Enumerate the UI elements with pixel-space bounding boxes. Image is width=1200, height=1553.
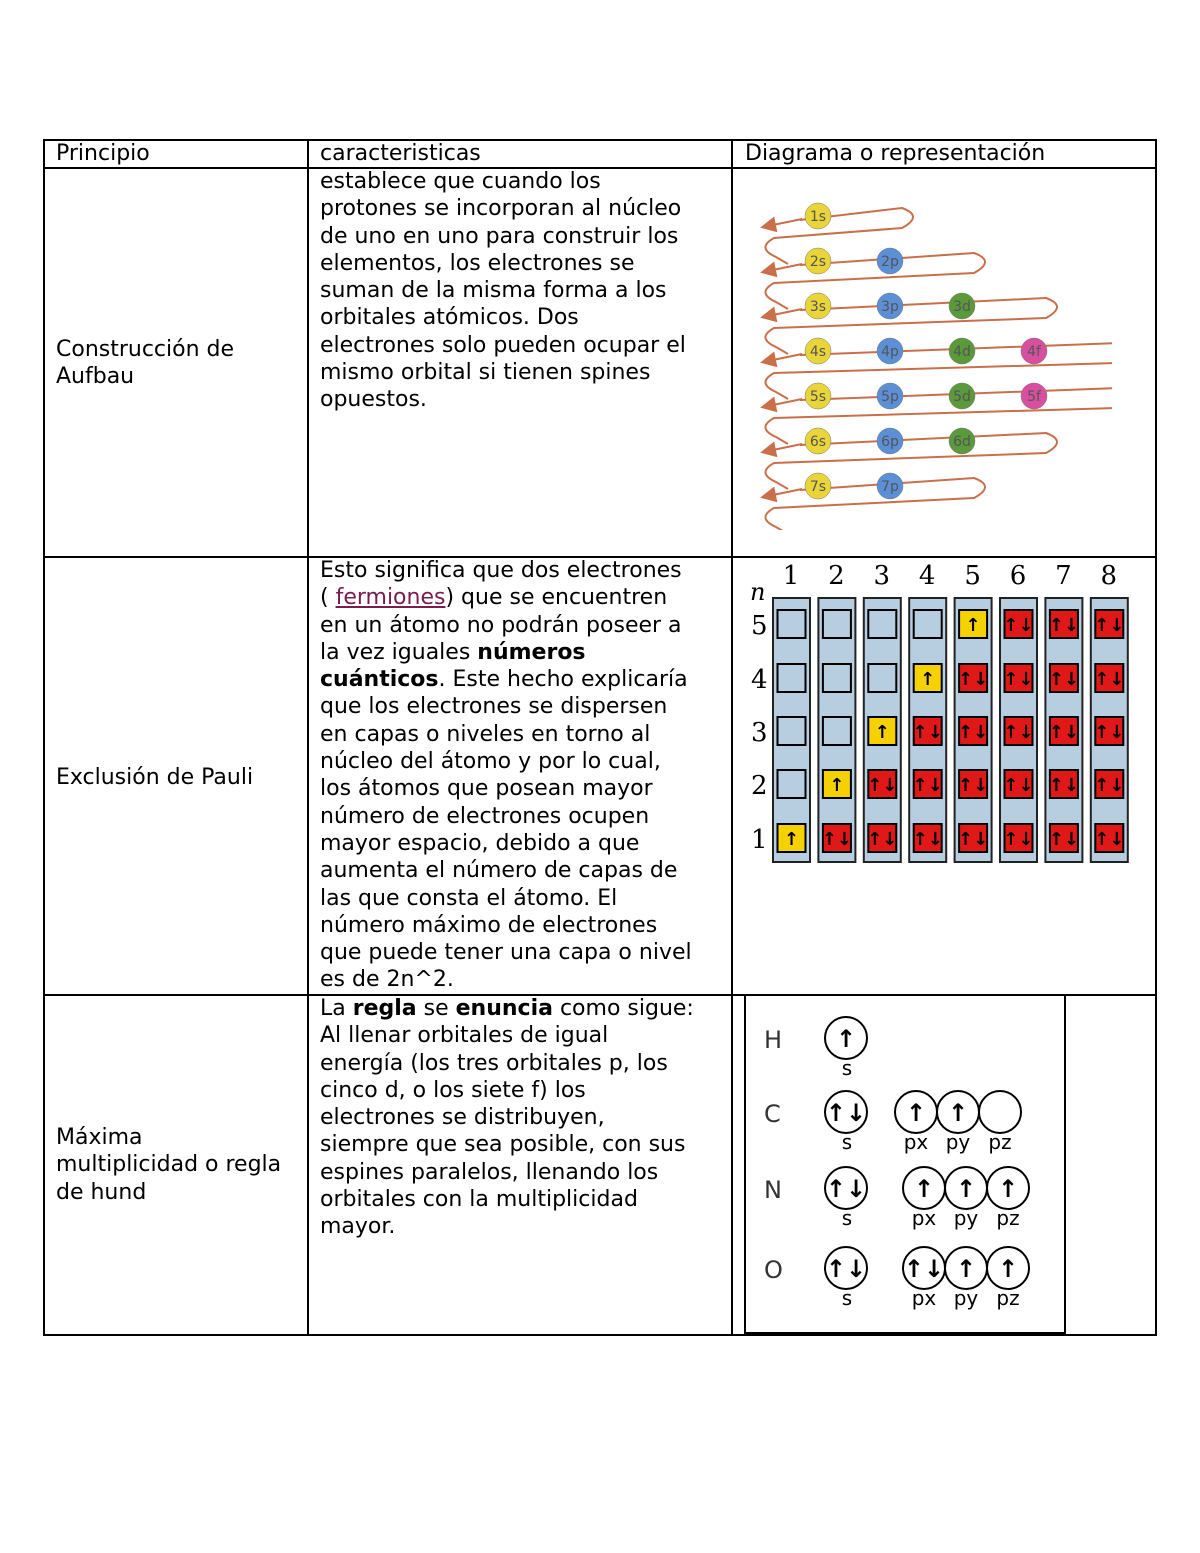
column-divider-2	[731, 139, 733, 1336]
s-label: s	[841, 1056, 853, 1080]
spin-arrow-icon: ↑	[997, 1255, 1019, 1283]
principle-line: Construcción de	[56, 337, 235, 362]
text-line: que puede tener una capa o nivel	[320, 940, 692, 966]
header-diagrama: Diagrama o representación	[745, 141, 1046, 166]
spin-pair-icon: ↑↓	[1094, 775, 1125, 796]
fermiones-link[interactable]: fermiones	[335, 585, 446, 611]
orbital-label-7s: 7s	[809, 479, 827, 495]
level-label-4: 4	[751, 665, 768, 695]
spin-pair-icon: ↑↓	[1003, 829, 1034, 850]
orbital-label-5d: 5d	[953, 389, 971, 405]
level-label-2: 2	[751, 771, 768, 801]
description-hund	[320, 995, 694, 1241]
orbital-label-6p: 6p	[881, 434, 899, 450]
spin-pair-icon: ↑↓	[1048, 722, 1079, 743]
orbital-label-4d: 4d	[953, 344, 971, 360]
p-label-pz: pz	[996, 1286, 1020, 1310]
level-label-3: 3	[751, 718, 768, 748]
text-line	[320, 995, 694, 1022]
spin-pair-icon: ↑↓	[958, 669, 989, 690]
element-symbol-H: H	[764, 1026, 783, 1054]
spin-arrow-icon: ↑	[835, 1025, 857, 1053]
spin-arrow-icon: ↑↓	[825, 1255, 867, 1283]
principle-line: multiplicidad o regla	[56, 1152, 282, 1178]
orbital-box	[823, 610, 851, 638]
s-label: s	[841, 1130, 853, 1154]
principle-line: de hund	[56, 1179, 147, 1205]
orbital-box	[778, 770, 806, 798]
text-line: energía (los tres orbitales p, los	[320, 1050, 668, 1076]
column-label-5: 5	[964, 561, 981, 591]
s-label: s	[841, 1286, 853, 1310]
text-line: elementos, los electrones se	[320, 250, 635, 276]
principle-aufbau	[56, 336, 234, 391]
level-label-5: 5	[751, 611, 768, 641]
description-aufbau	[320, 168, 686, 414]
orbital-box	[778, 610, 806, 638]
text-line: siempre que sea posible, con sus	[320, 1132, 686, 1158]
aufbau-arrow-icon	[768, 264, 802, 271]
orbital-label-4f: 4f	[1027, 344, 1041, 360]
text-line: espines paralelos, llenando los	[320, 1159, 659, 1185]
text-fragment: ) que se encuentren	[445, 585, 668, 611]
element-symbol-C: C	[764, 1100, 781, 1128]
orbital-label-2p: 2p	[881, 254, 899, 270]
orbital-label-3d: 3d	[953, 299, 971, 315]
orbital-box	[823, 717, 851, 745]
orbital-label-7p: 7p	[881, 479, 899, 495]
orbital-label-3p: 3p	[881, 299, 899, 315]
spin-pair-icon: ↑↓	[1003, 722, 1034, 743]
spin-pair-icon: ↑↓	[1048, 669, 1079, 690]
text-line: número máximo de electrones	[320, 912, 658, 938]
column-label-4: 4	[918, 561, 936, 591]
column-label-3: 3	[873, 561, 891, 591]
p-label-py: py	[953, 1286, 979, 1310]
text-fragment: (	[320, 585, 336, 611]
spin-pair-icon: ↑↓	[1094, 722, 1125, 743]
header-caracteristicas: caracteristicas	[320, 141, 481, 166]
spin-pair-icon: ↑↓	[867, 829, 898, 850]
column-label-2: 2	[828, 561, 845, 591]
bold-term: números	[477, 639, 586, 665]
header-principio: Principio	[56, 141, 150, 166]
text-line	[320, 666, 692, 693]
text-line: es de 2n^2.	[320, 967, 454, 993]
text-line: mismo orbital si tienen spines	[320, 360, 651, 386]
column-label-6: 6	[1009, 561, 1027, 591]
column-label-1: 1	[782, 561, 800, 591]
text-line: en un átomo no podrán poseer a	[320, 612, 682, 638]
orbital-label-4p: 4p	[881, 344, 899, 360]
text-line: de uno en uno para construir los	[320, 223, 679, 249]
column-label-8: 8	[1100, 561, 1118, 591]
text-line: las que consta el átomo. El	[320, 885, 618, 911]
spin-pair-icon: ↑↓	[1003, 615, 1034, 636]
text-line: aumenta el número de capas de	[320, 858, 678, 884]
p-label-px: px	[903, 1130, 929, 1154]
aufbau-arrow-icon	[768, 309, 802, 316]
s-label: s	[841, 1206, 853, 1230]
aufbau-arrow-icon	[768, 444, 802, 451]
text-line: que los electrones se dispersen	[320, 694, 668, 720]
p-label-px: px	[911, 1206, 937, 1230]
spin-pair-icon: ↑↓	[958, 775, 989, 796]
orbital-box	[778, 664, 806, 692]
orbital-box	[914, 610, 942, 638]
text-line: opuestos.	[320, 387, 427, 413]
n-axis-label: n	[750, 578, 766, 606]
spin-arrow-icon: ↑↓	[825, 1175, 867, 1203]
bold-term: regla	[352, 996, 417, 1021]
column-label-7: 7	[1055, 561, 1072, 591]
text-line: mayor espacio, debido a que	[320, 830, 640, 856]
text-line: suman de la misma forma a los	[320, 278, 667, 304]
spin-pair-icon: ↑↓	[958, 829, 989, 850]
spin-pair-icon: ↑↓	[1048, 615, 1079, 636]
description-pauli	[320, 557, 692, 994]
orbital-label-5p: 5p	[881, 389, 899, 405]
spin-up-icon: ↑	[829, 775, 845, 796]
text-line: en capas o niveles en torno al	[320, 721, 651, 747]
spin-arrow-icon: ↑	[913, 1175, 935, 1203]
spin-arrow-icon: ↑	[905, 1099, 927, 1127]
text-line: número de electrones ocupen	[320, 803, 650, 829]
principle-line: Aufbau	[56, 364, 135, 390]
text-line: electrones se distribuyen,	[320, 1105, 605, 1131]
p-label-px: px	[911, 1286, 937, 1310]
orbital-box	[868, 610, 896, 638]
aufbau-spiral-segment	[765, 478, 985, 530]
p-orbital-circle	[979, 1091, 1021, 1133]
spin-arrow-icon: ↑	[955, 1175, 977, 1203]
orbital-label-5s: 5s	[809, 389, 827, 405]
orbital-box	[778, 717, 806, 745]
element-symbol-N: N	[764, 1176, 782, 1204]
spin-pair-icon: ↑↓	[821, 829, 852, 850]
spin-pair-icon: ↑↓	[1094, 615, 1125, 636]
spin-arrow-icon: ↑	[955, 1255, 977, 1283]
element-symbol-O: O	[764, 1256, 783, 1284]
text-line: electrones solo pueden ocupar el	[320, 332, 686, 358]
column-divider-1	[307, 139, 309, 1336]
text-line: Al llenar orbitales de igual	[320, 1023, 609, 1049]
spin-pair-icon: ↑↓	[1003, 775, 1034, 796]
orbital-label-2s: 2s	[809, 254, 827, 270]
p-label-py: py	[953, 1206, 979, 1230]
spin-arrow-icon: ↑	[947, 1099, 969, 1127]
text-line: orbitales atómicos. Dos	[320, 305, 579, 331]
orbital-label-5f: 5f	[1027, 389, 1041, 405]
orbital-label-1s: 1s	[809, 209, 827, 225]
orbital-label-6d: 6d	[953, 434, 971, 450]
p-label-py: py	[945, 1130, 971, 1154]
orbital-box	[868, 664, 896, 692]
spin-up-icon: ↑	[965, 615, 981, 636]
spin-pair-icon: ↑↓	[912, 722, 943, 743]
p-label-pz: pz	[988, 1130, 1012, 1154]
text-line: establece que cuando los	[320, 169, 601, 194]
text-fragment: se	[416, 996, 456, 1021]
spin-up-icon: ↑	[783, 829, 800, 850]
spin-arrow-icon: ↑↓	[903, 1255, 945, 1283]
text-line: cinco d, o los siete f) los	[320, 1077, 586, 1103]
bold-term: cuánticos	[320, 667, 439, 693]
orbital-label-4s: 4s	[809, 344, 827, 360]
spin-pair-icon: ↑↓	[1094, 829, 1125, 850]
text-line: mayor.	[320, 1214, 396, 1240]
text-line: orbitales con la multiplicidad	[320, 1187, 638, 1213]
text-fragment: la vez iguales	[320, 639, 478, 665]
text-line: Esto significa que dos electrones	[320, 558, 682, 583]
spin-pair-icon: ↑↓	[1048, 775, 1079, 796]
spin-up-icon: ↑	[920, 669, 936, 690]
spin-pair-icon: ↑↓	[1094, 669, 1125, 690]
aufbau-arrow-icon	[768, 399, 802, 406]
spin-pair-icon: ↑↓	[1048, 829, 1079, 850]
orbital-box	[823, 664, 851, 692]
spin-pair-icon: ↑↓	[1003, 669, 1034, 690]
aufbau-arrow-icon	[768, 489, 802, 496]
text-line: protones se incorporan al núcleo	[320, 196, 682, 222]
text-fragment: . Este hecho explicaría	[438, 667, 688, 693]
pauli-diagram	[746, 560, 1138, 870]
spin-pair-icon: ↑↓	[912, 775, 943, 796]
p-label-pz: pz	[996, 1206, 1020, 1230]
text-line	[320, 639, 692, 666]
level-label-1: 1	[751, 825, 768, 855]
aufbau-arrow-icon	[768, 354, 802, 361]
principle-line: Máxima	[56, 1125, 143, 1150]
spin-up-icon: ↑	[874, 722, 890, 743]
spin-arrow-icon: ↑	[997, 1175, 1019, 1203]
aufbau-diagram	[752, 190, 1112, 530]
hund-diagram	[746, 1000, 1064, 1330]
principle-pauli: Exclusión de Pauli	[56, 765, 254, 790]
spin-pair-icon: ↑↓	[958, 722, 989, 743]
bold-term: enuncia	[455, 996, 553, 1021]
orbital-label-6s: 6s	[809, 434, 827, 450]
spin-pair-icon: ↑↓	[912, 829, 943, 850]
spin-pair-icon: ↑↓	[867, 775, 898, 796]
principle-hund	[56, 1124, 281, 1206]
orbital-label-3s: 3s	[809, 299, 827, 315]
aufbau-arrow-icon	[768, 219, 802, 226]
spin-arrow-icon: ↑↓	[825, 1099, 867, 1127]
text-fragment: La	[320, 996, 353, 1021]
text-line: los átomos que posean mayor	[320, 776, 653, 802]
text-line: núcleo del átomo y por lo cual,	[320, 749, 661, 775]
text-line	[320, 584, 692, 611]
text-fragment: como sigue:	[552, 996, 694, 1021]
